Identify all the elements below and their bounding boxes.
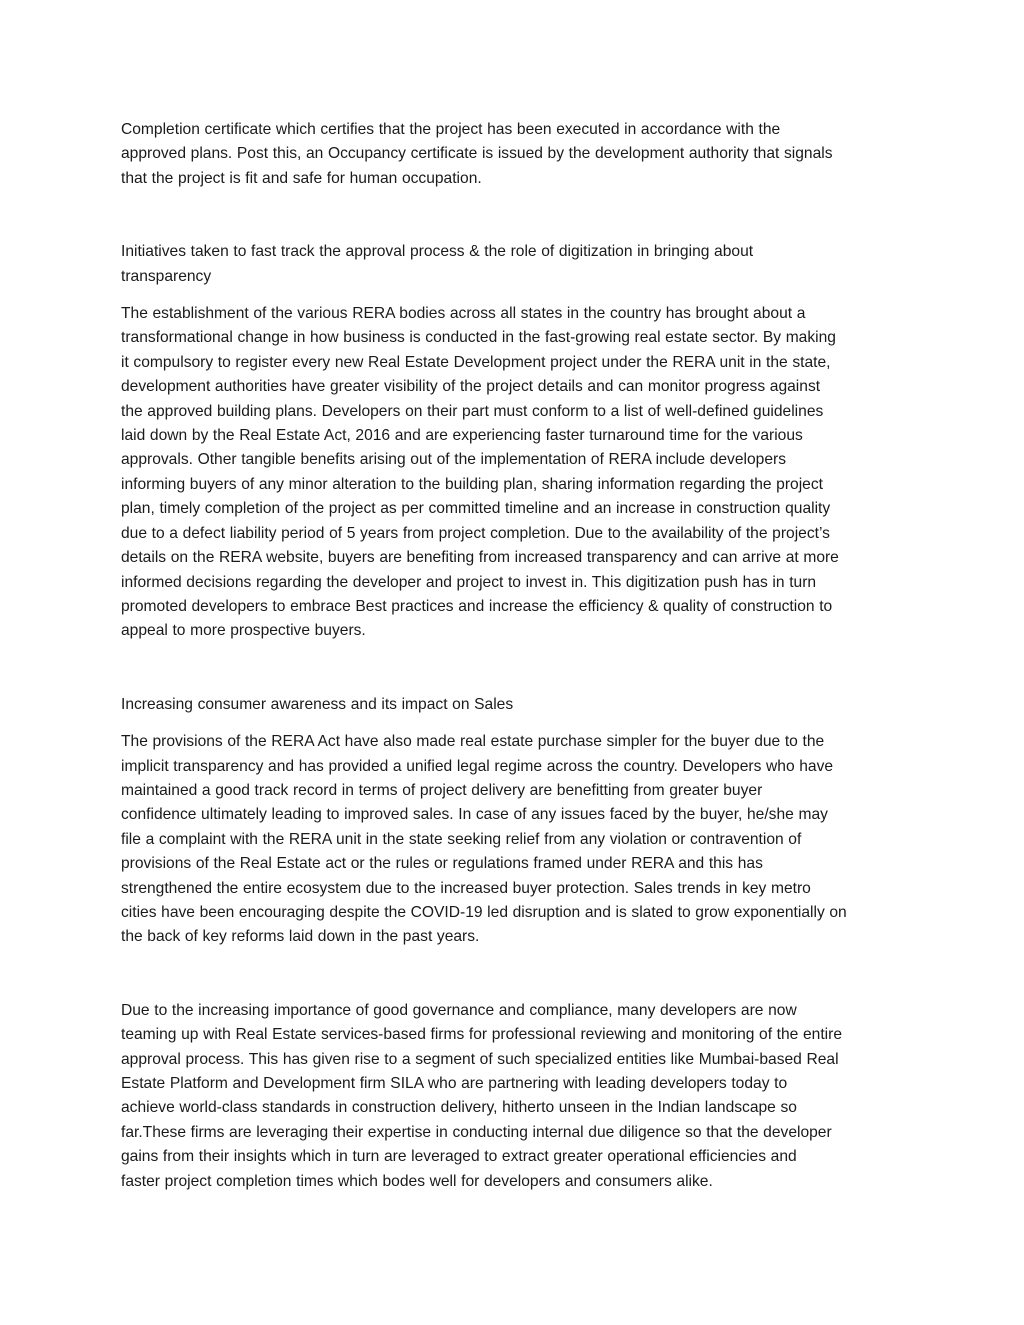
section-heading-approval-process: Initiatives taken to fast track the approval process & the role of digitization in bringing about transparency <box>121 243 754 285</box>
document-body <box>121 118 911 1194</box>
section-heading-consumer-awareness: Increasing consumer awareness and its impact on Sales <box>121 695 514 713</box>
section-paragraph-rera-act-provisions: The provisions of the RERA Act have also made real estate purchase simpler for the buyer due to the implicit transparency and has provided a unified legal regime across the country. Developers who have maintained a good track record in terms of project delivery are benefitting from greater buyer confidence ultimately leading to improved sales. In case of any issues faced by the buyer, he/she may file a complaint with the RERA unit in the state seeking relief from any violation or contravention of provisions of the Real Estate act or the rules or regulations framed under RERA and this has strengthened the entire ecosystem due to the increased buyer protection. Sales trends in key metro cities have been encouraging despite the COVID-19 led disruption and is slated to grow exponentially on the back of key reforms laid down in the past years. <box>121 733 847 946</box>
closing-paragraph: Due to the increasing importance of good governance and compliance, many developers are now teaming up with Real Estate services-based firms for professional reviewing and monitoring of the entire approval process. This has given rise to a segment of such specialized entities like Mumbai-based Real Estate Platform and Development firm SILA who are partnering with leading developers today to achieve world-class standards in construction delivery, hitherto unseen in the Indian landscape so far.These firms are leveraging their expertise in conducting internal due diligence so that the developer gains from their insights which in turn are leveraged to extract greater operational efficiencies and faster project completion times which bodes well for developers and consumers alike. <box>121 1001 842 1190</box>
intro-paragraph: Completion certificate which certifies that the project has been executed in accordance with the approved plans. Post this, an Occupancy certificate is issued by the development authority that signals that the project is fit and safe for human occupation. <box>121 121 833 187</box>
section-paragraph-rera-bodies: The establishment of the various RERA bodies across all states in the country has brought about a transformational change in how business is conducted in the fast-growing real estate sector. By making it compulsory to register every new Real Estate Development project under the RERA unit in the state, development authorities have greater visibility of the project details and can monitor progress against the approved building plans. Developers on their part must conform to a list of well-defined guidelines laid down by the Real Estate Act, 2016 and are experiencing faster turnaround time for the various approvals. Other tangible benefits arising out of the implementation of RERA include developers informing buyers of any minor alteration to the building plan, sharing information regarding the project plan, timely completion of the project as per committed timeline and an increase in construction quality due to a defect liability period of 5 years from project completion. Due to the availability of the project’s details on the RERA website, buyers are benefiting from increased transparency and can arrive at more informed decisions regarding the developer and project to invest in. This digitization push has in turn promoted developers to embrace Best practices and increase the efficiency & quality of construction to appeal to more prospective buyers. <box>121 305 839 640</box>
